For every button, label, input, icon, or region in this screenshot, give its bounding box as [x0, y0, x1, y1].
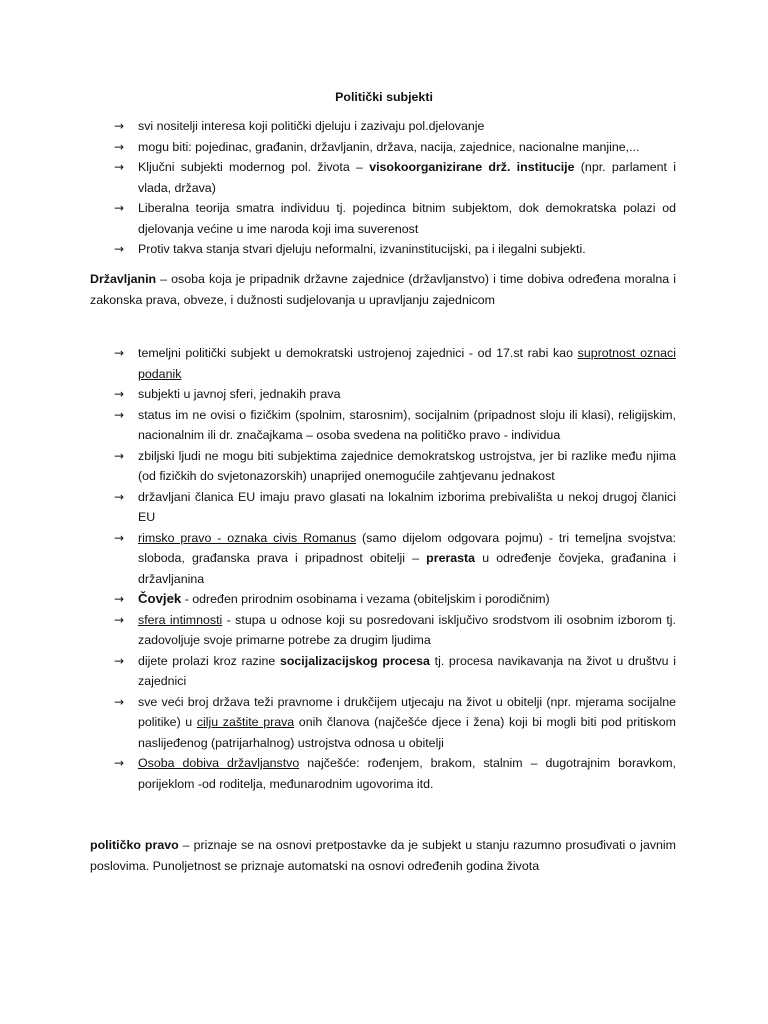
arrow-icon: →	[114, 201, 125, 215]
list-item: → zbiljski ljudi ne mogu biti subjektima zajednice demokratskog ustrojstva, jer bi razlike među njima (od fizičkih do svjetonazorskih) unaprijed onemogućile zahtjevanu jednakost	[114, 446, 676, 487]
list-item: → Liberalna teorija smatra individuu tj. pojedinca bitnim subjektom, dok demokratska polazi od djelovanja većine u ime naroda koji ima suverenost	[114, 198, 676, 239]
list-item: → dijete prolazi kroz razine socijalizacijskog procesa tj. procesa navikavanja na život u društvu i zajednici	[114, 651, 676, 692]
arrow-icon: →	[114, 160, 125, 174]
citizen-definition: Državljanin – osoba koja je pripadnik državne zajednice (državljanstvo) i time dobiva određena moralna i zakonska prava, obveze, i dužnosti sudjelovanja u upravljanju zajednicom	[90, 272, 676, 307]
list-item: → državljani članica EU imaju pravo glasati na lokalnim izborima prebivališta u nekoj drugoj članici EU	[114, 487, 676, 528]
arrow-icon: →	[114, 139, 125, 154]
arrow-icon: →	[114, 694, 125, 709]
arrow-icon: →	[114, 346, 125, 360]
list-item: → Ključni subjekti modernog pol. života – visokoorganizirane drž. institucije (npr. parlament i vlada, država)	[114, 157, 676, 198]
arrow-icon: →	[114, 653, 125, 668]
list-item: → sve veći broj država teži pravnome i drukčijem utjecaju na život u obitelji (npr. mjerama socijalne politike) u cilju zaštite prava onih članova (najčešće djece i žena) koji bi mogli biti pod pritiskom naslijeđenog (patrijarhalnog) ustrojstva odnosa u obitelji	[114, 692, 676, 754]
list-item: → svi nositelji interesa koji politički djeluju i zazivaju pol.djelovanje	[114, 116, 676, 137]
arrow-icon: →	[114, 489, 125, 504]
subjects-list	[114, 116, 676, 260]
arrow-icon: →	[114, 242, 125, 256]
list-item: → Čovjek - određen prirodnim osobinama i vezama (obiteljskim i porodičnim)	[114, 589, 676, 610]
list-item: → mogu biti: pojedinac, građanin, državljanin, država, nacija, zajednice, nacionalne manjine,...	[114, 137, 676, 158]
arrow-icon: →	[114, 592, 125, 606]
arrow-icon: →	[114, 530, 125, 545]
list-item: → temeljni politički subjekt u demokratski ustrojenoj zajednici - od 17.st rabi kao suprotnost oznaci podanik	[114, 343, 676, 384]
arrow-icon: →	[114, 448, 125, 463]
arrow-icon: →	[114, 119, 125, 133]
arrow-icon: →	[114, 612, 125, 627]
arrow-icon: →	[114, 407, 125, 422]
arrow-icon: →	[114, 387, 125, 401]
list-item: → subjekti u javnoj sferi, jednakih prava	[114, 384, 676, 405]
list-item: → sfera intimnosti - stupa u odnose koji su posredovani isključivo srodstvom ili osobnim izborom tj. zadovoljuje svoje primarne potrebe za drugim ljudima	[114, 610, 676, 651]
list-item: → Osoba dobiva državljanstvo najčešće: rođenjem, brakom, stalnim – dugotrajnim boravkom, porijeklom -od roditelja, međunarodnim ugovorima itd.	[114, 753, 676, 794]
list-item: → rimsko pravo - oznaka civis Romanus (samo dijelom odgovara pojmu) - tri temeljna svojstva: sloboda, građanska prava i pripadnost obitelji – prerasta u određenje čovjeka, građanina i državljanina	[114, 528, 676, 590]
page-title: Politički subjekti	[335, 90, 433, 104]
arrow-icon: →	[114, 756, 125, 770]
list-item: → Protiv takva stanja stvari djeluju neformalni, izvaninstitucijski, pa i ilegalni subjekti.	[114, 239, 676, 260]
list-item: → status im ne ovisi o fizičkim (spolnim, starosnim), socijalnim (pripadnost sloju ili klasi), religijskim, nacionalnim ili dr. značajkama – osoba svedena na političko pravo - individua	[114, 405, 676, 446]
citizen-list	[114, 343, 676, 794]
political-right-definition: političko pravo – priznaje se na osnovi pretpostavke da je subjekt u stanju razumno prosuđivati o javnim poslovima. Punoljetnost se priznaje automatski na osnovi određenih godina života	[90, 838, 676, 873]
